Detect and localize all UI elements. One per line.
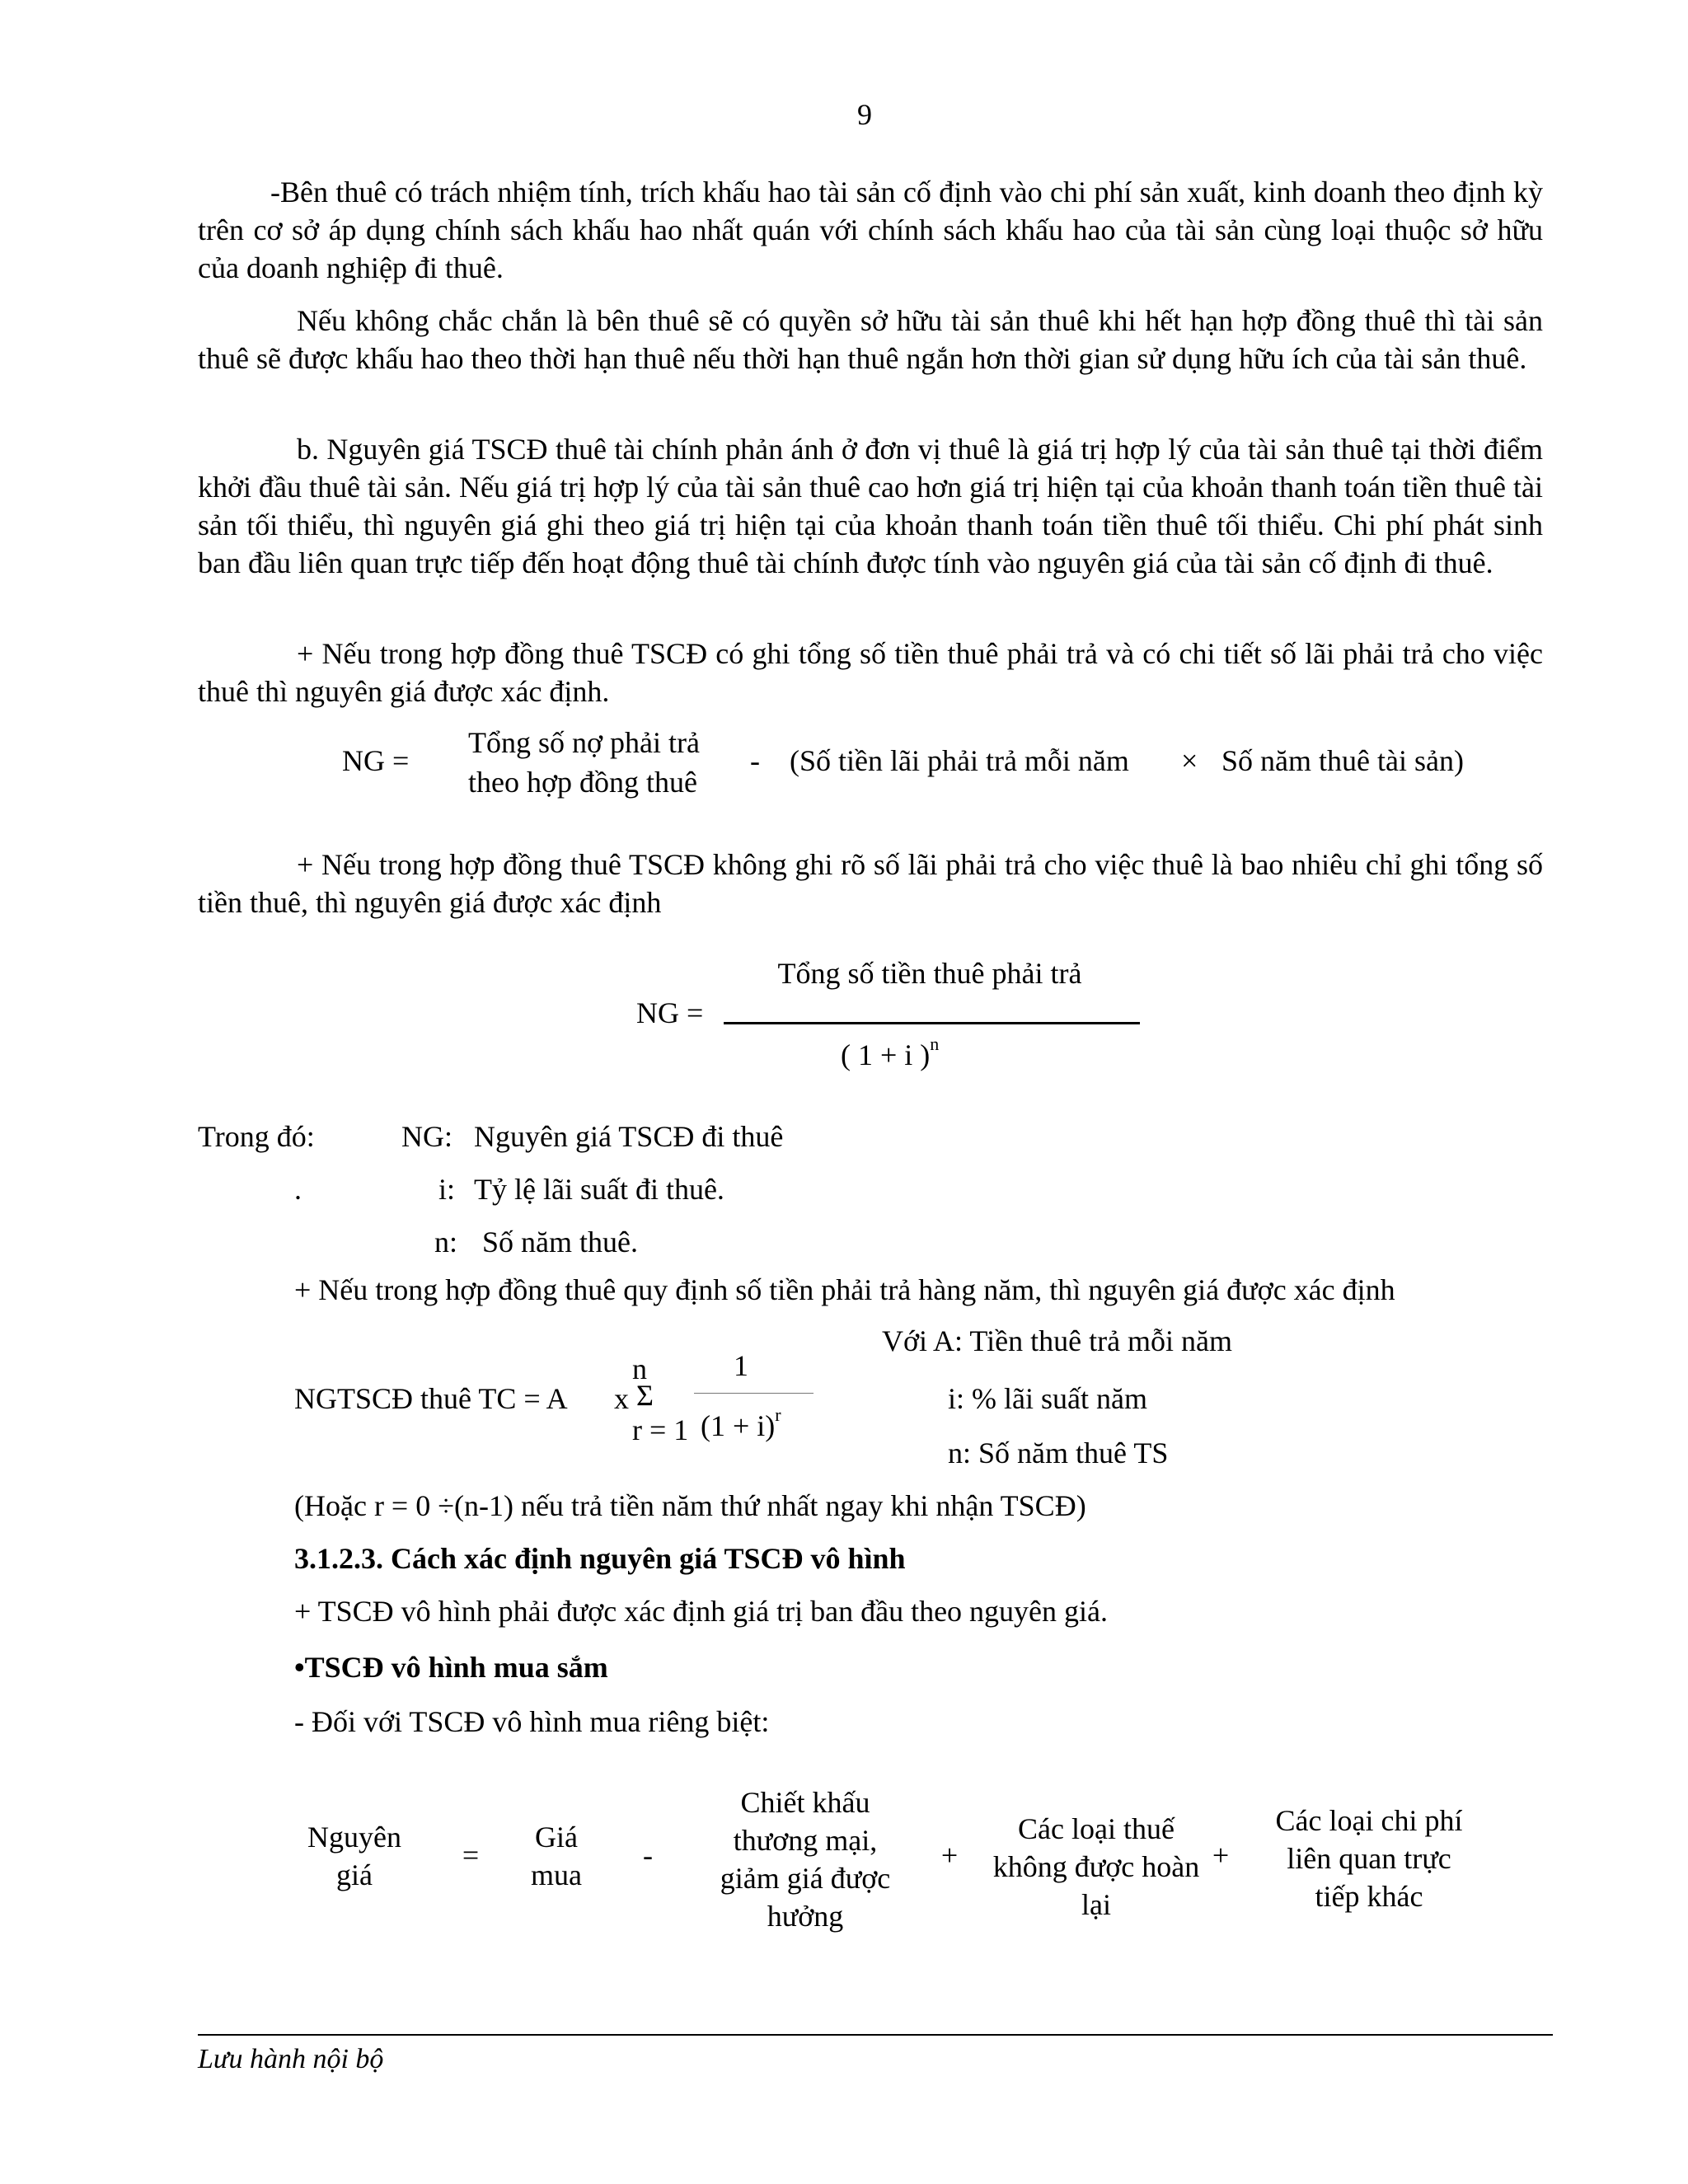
paragraph-case-interest-specified <box>198 635 1543 710</box>
footer-divider <box>198 2034 1553 2036</box>
minus-operator: - <box>750 744 760 777</box>
paragraph-case-interest-unspecified <box>198 846 1543 921</box>
formula-term: Các loại chi phí liên quan trực tiếp khác <box>1275 1804 1463 1913</box>
exponent: r <box>775 1404 781 1425</box>
formula-denominator: $(1 + i)^r$ <box>701 1404 781 1442</box>
minus-operator: - <box>643 1839 653 1872</box>
paragraph-intangible-initial-value: + TSCĐ vô hình phải được xác định giá trị ban đầu theo nguyên giá. <box>294 1595 1109 1628</box>
paragraph-text: + Nếu trong hợp đồng thuê TSCĐ có ghi tổng số tiền thuê phải trả và có chi tiết số lãi phải trả cho việc thuê thì nguyên giá được xác định. <box>198 637 1543 708</box>
section-heading: 3.1.2.3. Cách xác định nguyên giá TSCĐ vô hình <box>294 1542 906 1575</box>
definition-text: Số năm thuê. <box>482 1226 638 1258</box>
sigma-upper-limit: n <box>632 1352 647 1385</box>
paragraph-case-annual-payment: + Nếu trong hợp đồng thuê quy định số tiền phải trả hàng năm, thì nguyên giá được xác định <box>294 1273 1395 1306</box>
formula-lhs: NG = <box>342 744 410 777</box>
formula-term: (Số tiền lãi phải trả mỗi năm <box>790 744 1129 777</box>
definition-symbol: NG: <box>401 1120 452 1153</box>
formula-note: i: % lãi suất năm <box>948 1382 1147 1415</box>
plus-operator: + <box>1212 1839 1230 1872</box>
formula-term: Giá mua <box>531 1821 582 1891</box>
definition-symbol: n: <box>434 1226 458 1258</box>
paragraph-purchased-separately: - Đối với TSCĐ vô hình mua riêng biệt: <box>294 1705 770 1738</box>
footer-text: Lưu hành nội bộ <box>198 2044 384 2074</box>
formula-numerator: 1 <box>734 1349 748 1382</box>
paragraph-text: b. Nguyên giá TSCĐ thuê tài chính phản ánh ở đơn vị thuê là giá trị hợp lý của tài sản thuê tại thời điểm khởi đầu thuê tài sản. Nếu giá trị hợp lý của tài sản thuê cao hơn giá trị hiện tại của khoản thanh toán tiền thuê tài sản tối thiểu, thì nguyên giá ghi theo giá trị hiện tại của khoản thanh toán tiền thuê tối thiểu. Chi phí phát sinh ban đầu liên quan trực tiếp đến hoạt động thuê tài chính được tính vào nguyên giá của tài sản cố định đi thuê. <box>198 433 1543 579</box>
formula-term: Nguyên giá <box>307 1821 401 1891</box>
formula-denominator: ( 1 + i )$^n$ <box>841 1033 940 1071</box>
sigma-lower-limit: r = 1 <box>632 1413 689 1446</box>
paragraph-text: -Bên thuê có trách nhiệm tính, trích khấu hao tài sản cố định vào chi phí sản xuất, kinh doanh theo định kỳ trên cơ sở áp dụng chính sách khấu hao nhất quán với chính sách khấu hao của tài sản cùng loại thuộc sở hữu của doanh nghiệp đi thuê. <box>198 176 1543 284</box>
fraction-line <box>724 1022 1140 1024</box>
formula-numerator: Tổng số nợ phải trả <box>468 726 700 759</box>
paragraph-text: + Nếu trong hợp đồng thuê TSCĐ không ghi rõ số lãi phải trả cho việc thuê là bao nhiêu chỉ ghi tổng số tiền thuê, thì nguyên giá được xác định <box>198 848 1543 919</box>
exponent: n <box>930 1033 940 1054</box>
fraction-line <box>694 1393 814 1394</box>
plus-operator: + <box>940 1839 959 1872</box>
formula-lhs: NGTSCĐ thuê TC = A <box>294 1382 568 1415</box>
paragraph-finance-lease-cost <box>198 430 1543 582</box>
bullet-icon: • <box>294 1651 305 1684</box>
formula-term: Chiết khấu thương mại, giảm giá được hưởng <box>720 1786 891 1933</box>
paragraph-text: Nếu không chắc chắn là bên thuê sẽ có quyền sở hữu tài sản thuê khi hết hạn hợp đồng thuê thì tài sản thuê sẽ được khấu hao theo thời hạn thuê nếu thời hạn thuê ngắn hơn thời gian sử dụng hữu ích của tài sản thuê. <box>198 304 1543 375</box>
paragraph-alternative-index: (Hoặc r = 0 ÷(n-1) nếu trả tiền năm thứ nhất ngay khi nhận TSCĐ) <box>294 1489 1086 1522</box>
formula-lhs: NG = <box>636 996 704 1029</box>
definition-text: Tỷ lệ lãi suất đi thuê. <box>474 1173 724 1206</box>
formula-denominator: theo hợp đồng thuê <box>468 766 697 799</box>
formula-numerator: Tổng số tiền thuê phải trả <box>777 957 1082 990</box>
formula-note: n: Số năm thuê TS <box>948 1436 1169 1469</box>
bullet-text: TSCĐ vô hình mua sắm <box>304 1651 608 1684</box>
paragraph-ownership-uncertain <box>198 302 1543 377</box>
page-number: 9 <box>857 98 872 131</box>
definition-symbol: i: <box>438 1173 456 1206</box>
sigma-symbol: Σ <box>636 1379 654 1412</box>
equals-operator: = <box>462 1839 480 1872</box>
definition-text: Nguyên giá TSCĐ đi thuê <box>474 1120 784 1153</box>
times-operator: × <box>1181 744 1198 777</box>
formula-note: Với A: Tiền thuê trả mỗi năm <box>882 1324 1233 1357</box>
paragraph-lessee-depreciation <box>198 173 1543 287</box>
formula-term: Số năm thuê tài sản) <box>1221 744 1464 777</box>
stray-dot: . <box>294 1173 302 1206</box>
times-operator: x <box>614 1382 629 1415</box>
formula-term: Các loại thuế không được hoàn lại <box>992 1812 1200 1921</box>
bullet-item <box>294 1650 608 1685</box>
definitions-label: Trong đó: <box>198 1120 315 1153</box>
